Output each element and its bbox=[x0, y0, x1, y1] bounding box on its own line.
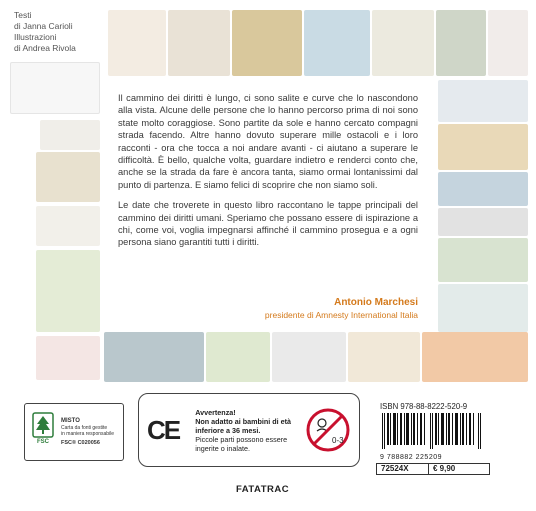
illustration-tile-top-6 bbox=[436, 10, 486, 76]
intro-paragraph-1: Il cammino dei diritti è lungo, ci sono salite e curve che lo nascondono alla vista. Alcune delle persone che lo hanno percorso prima di noi sono state molto coraggiose. Sono partite da sole e hanno cercato compagni strada facendo. Altre hanno dovuto superare mille ostacoli e i loro racconti - ora che tocca a noi andare avanti - ci aiutano a superare le difficoltà. È bello, qualche volta, guardare indietro e renderci conto che, anche se la strada da fare è ancora tanta, siamo ormai lontanissimi dal punto di partenza. E siamo felici di scoprire che non siamo soli. bbox=[118, 93, 418, 190]
ce-warning-box bbox=[138, 393, 360, 467]
isbn-label: ISBN 978-88-8222-520-9 bbox=[380, 402, 468, 411]
ce-mark: CE bbox=[147, 414, 180, 445]
illustration-tile-bottom-2 bbox=[104, 332, 204, 382]
fsc-line1: Carta da fonti gestite bbox=[61, 424, 108, 431]
warning-bold: Non adatto ai bambini di età inferiore a 36 mesi. bbox=[195, 416, 292, 435]
introduction-text-panel bbox=[104, 82, 432, 328]
publisher-logo: FATATRAC bbox=[236, 484, 290, 495]
illustration-tile-bottom-3 bbox=[206, 332, 270, 382]
illustration-tile-right-6 bbox=[438, 284, 528, 332]
isbn-block bbox=[376, 402, 490, 473]
price: € 9,90 bbox=[433, 464, 456, 473]
illustration-tile-top-1 bbox=[108, 10, 166, 76]
illustration-tile-left-2 bbox=[40, 120, 100, 150]
warning-title: Avvertenza! bbox=[195, 407, 236, 417]
age-restriction-icon bbox=[305, 407, 351, 453]
illus-author: di Andrea Rivola bbox=[14, 43, 76, 53]
fsc-misto: MISTO bbox=[61, 418, 80, 424]
signature-role: presidente di Amnesty International Italia bbox=[264, 310, 418, 320]
illustration-tile-right-2 bbox=[438, 124, 528, 170]
illustration-tile-left-1 bbox=[10, 62, 100, 114]
illustration-tile-left-4 bbox=[36, 206, 100, 246]
fsc-text bbox=[61, 418, 114, 446]
fsc-code: FSC® C020056 bbox=[61, 439, 100, 446]
illustration-tile-bottom-4 bbox=[272, 332, 346, 382]
warning-rest: Piccole parti possono essere ingerite o inalate. bbox=[195, 434, 288, 453]
illustration-tile-top-7 bbox=[488, 10, 528, 76]
fsc-logo-text: FSC bbox=[37, 439, 49, 445]
product-code: 72524X bbox=[377, 464, 429, 474]
fsc-line2: in maniera responsabile bbox=[61, 431, 115, 437]
signature bbox=[265, 297, 418, 320]
illustration-tile-bottom-6 bbox=[422, 332, 528, 382]
illustration-tile-right-1 bbox=[438, 80, 528, 122]
illustration-tile-left-3 bbox=[36, 152, 100, 202]
price-row bbox=[376, 463, 490, 475]
illus-label: Illustrazioni bbox=[14, 32, 57, 42]
choking-warning bbox=[195, 408, 299, 453]
illustration-tile-right-3 bbox=[438, 172, 528, 206]
texts-author: di Janna Carioli bbox=[14, 21, 73, 31]
illustration-tile-right-4 bbox=[438, 208, 528, 236]
illustration-tile-top-2 bbox=[168, 10, 230, 76]
illustration-tile-top-4 bbox=[304, 10, 370, 76]
barcode-number: 9 788882 225209 bbox=[380, 454, 442, 461]
intro-paragraph-2: Le date che troverete in questo libro raccontano le tappe principali del cammino dei diritti umani. Speriamo che possano essere di ispirazione a chi, come voi, voglia impegnarsi affinché il cammino prosegua e a ogni persona siano garantiti tutti i diritti. bbox=[118, 200, 418, 248]
illustration-tile-right-5 bbox=[438, 238, 528, 282]
illustration-tile-bottom-1 bbox=[36, 336, 100, 380]
illustration-tile-left-5 bbox=[36, 250, 100, 332]
illustration-tile-top-5 bbox=[372, 10, 434, 76]
texts-label: Testi bbox=[14, 10, 32, 20]
credits bbox=[14, 10, 76, 54]
signature-name: Antonio Marchesi bbox=[334, 297, 418, 308]
barcode bbox=[380, 413, 486, 449]
age-label: 0-3 bbox=[332, 436, 344, 445]
fsc-tree-icon bbox=[31, 412, 55, 452]
illustration-tile-bottom-5 bbox=[348, 332, 420, 382]
illustration-tile-top-3 bbox=[232, 10, 302, 76]
fsc-label bbox=[24, 403, 124, 461]
